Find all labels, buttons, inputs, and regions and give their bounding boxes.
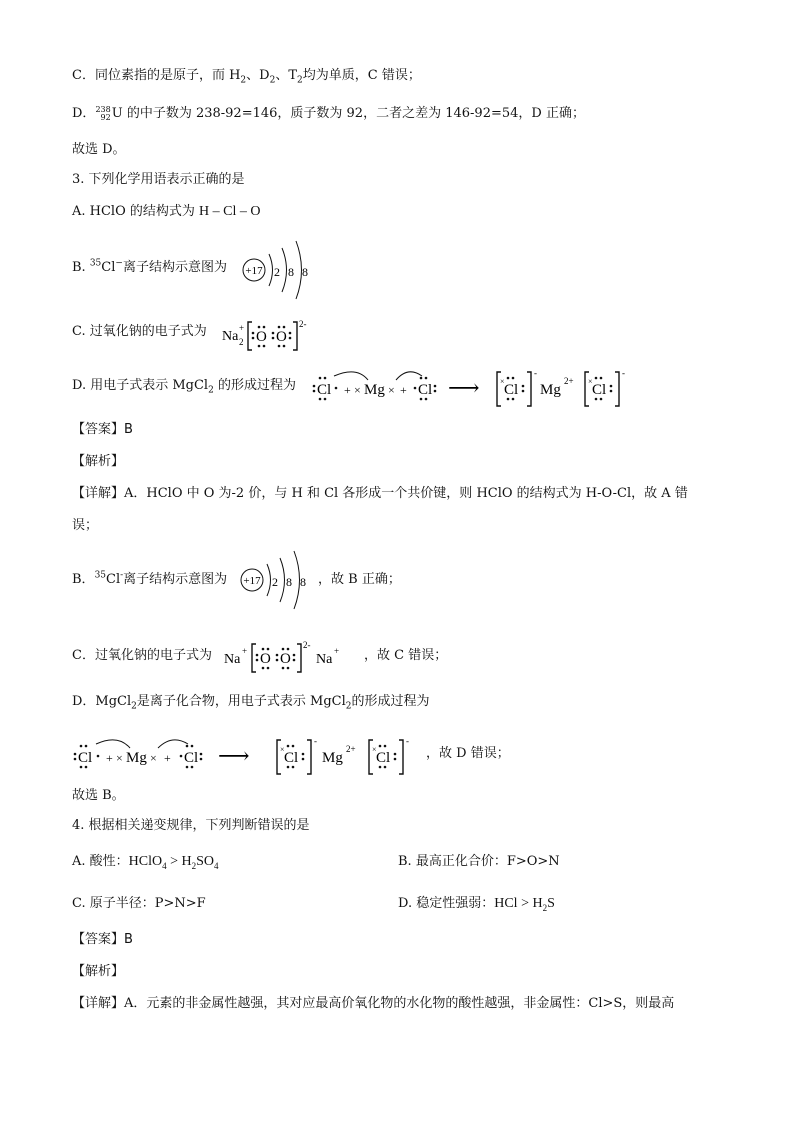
svg-text:×: ×	[116, 751, 123, 765]
q3-option-a: A. HClO 的结构式为 H – Cl – O	[72, 204, 261, 219]
q3-detail-d: D．MgCl$_2$是离子化合物，用电子式表示 MgCl$_2$的形成过程为	[72, 694, 430, 712]
svg-text:2+: 2+	[346, 744, 356, 754]
svg-text:O: O	[260, 651, 271, 667]
q3-detail-b-end: ，故 B 正确；	[318, 572, 401, 587]
svg-text:×: ×	[372, 745, 377, 754]
q2-conclusion: 故选 D。	[72, 142, 126, 157]
q3-conclusion: 故选 B。	[72, 788, 125, 803]
svg-text:2-: 2-	[299, 319, 307, 329]
q3-option-b: B. $^{35}$Cl−离子结构示意图为	[72, 258, 227, 275]
shell-1-count: 2	[274, 265, 280, 279]
shell-3-count: 8	[302, 265, 308, 279]
svg-text:-: -	[622, 368, 625, 378]
q3-detail-a: 【详解】A．HClO 中 O 为-2 价，与 H 和 Cl 各形成一个共价键，则 HClO 的结构式为 H-O-Cl，故 A 错	[72, 486, 688, 501]
q3-detail-d-end: ，故 D 错误；	[426, 746, 510, 761]
svg-text:O: O	[256, 329, 267, 345]
svg-text:Cl: Cl	[592, 382, 607, 398]
svg-text:Cl: Cl	[284, 750, 299, 766]
q3-detail-b: B．$^{35}$Cl-离子结构示意图为	[72, 570, 228, 587]
shell-2-count: 8	[288, 265, 294, 279]
svg-text:-: -	[406, 736, 409, 746]
q3-answer: 【答案】B	[72, 422, 133, 437]
svg-text:Na: Na	[222, 329, 239, 344]
q3-detail-d-formation-process	[72, 734, 422, 778]
svg-text:O: O	[276, 329, 287, 345]
svg-text:×: ×	[388, 383, 395, 397]
svg-text:Na: Na	[316, 652, 333, 667]
svg-text:2+: 2+	[564, 376, 574, 386]
svg-text:×: ×	[354, 383, 361, 397]
q2-option-d-text: D． 238 92 U 的中子数为 238-92=146，质子数为 92，二者之差为 146-92=54，D 正确；	[72, 104, 585, 122]
svg-text:Cl: Cl	[376, 750, 391, 766]
svg-text:2-: 2-	[303, 640, 311, 650]
svg-text:Cl: Cl	[418, 382, 433, 398]
q3-detail-c: C．过氧化钠的电子式为	[72, 648, 212, 663]
svg-text:2: 2	[239, 337, 244, 347]
q4-option-d: D. 稳定性强弱：HCl > $H_2S$	[398, 896, 555, 913]
svg-text:+: +	[344, 383, 351, 397]
svg-text:Cl: Cl	[78, 750, 93, 766]
q3-detail-c-end: ，故 C 错误；	[364, 648, 448, 663]
nucleus-label: +17	[245, 265, 263, 277]
q4-stem: 4. 根据相关递变规律，下列判断错误的是	[72, 818, 310, 833]
svg-text:+17: +17	[243, 575, 261, 587]
svg-text:Cl: Cl	[504, 382, 519, 398]
svg-text:×: ×	[280, 745, 285, 754]
q4-option-b: B. 最高正化合价：F>O>N	[398, 854, 560, 869]
q4-answer: 【答案】B	[72, 932, 133, 947]
svg-text:+: +	[400, 383, 407, 397]
svg-text:O: O	[280, 651, 291, 667]
svg-text:×: ×	[150, 751, 157, 765]
svg-text:+: +	[242, 646, 248, 656]
q2-option-c-text: C．同位素指的是原子，而 $H_2$、$D_2$、$T_2$均为单质，C 错误；	[72, 68, 421, 86]
svg-text:8: 8	[300, 575, 306, 589]
svg-text:2: 2	[272, 575, 278, 589]
svg-text:Mg: Mg	[540, 382, 561, 398]
q3-option-c: C. 过氧化钠的电子式为	[72, 324, 207, 339]
svg-text:×: ×	[588, 377, 593, 386]
q3-option-d: D. 用电子式表示 MgCl$_2$ 的形成过程为	[72, 378, 296, 396]
svg-text:+: +	[106, 751, 113, 765]
svg-text:⟶: ⟶	[218, 743, 250, 768]
q3-stem: 3. 下列化学用语表示正确的是	[72, 172, 245, 187]
q4-analysis-label: 【解析】	[72, 964, 125, 979]
q3-detail-a-cont: 误；	[72, 518, 99, 533]
svg-text:+: +	[164, 751, 171, 765]
svg-text:+: +	[334, 646, 340, 656]
svg-text:Cl: Cl	[184, 750, 199, 766]
svg-text:+: +	[239, 323, 245, 333]
svg-text:8: 8	[286, 575, 292, 589]
svg-text:⟶: ⟶	[448, 375, 480, 400]
q4-option-a: A. 酸性：HClO$_4$ > $H_2SO_4$	[72, 854, 219, 871]
svg-text:×: ×	[500, 377, 505, 386]
svg-text:Cl: Cl	[317, 382, 332, 398]
q3-b-ion-structure-diagram	[240, 238, 320, 302]
q4-option-c: C. 原子半径：P>N>F	[72, 896, 206, 911]
q3-c-electron-formula	[222, 314, 322, 354]
svg-text:Mg: Mg	[322, 750, 343, 766]
q3-d-formation-process	[312, 366, 634, 410]
q3-detail-c-electron-formula	[224, 636, 364, 676]
svg-text:Mg: Mg	[364, 382, 385, 398]
svg-text:-: -	[534, 368, 537, 378]
svg-text:Mg: Mg	[126, 750, 147, 766]
q3-detail-b-ion-diagram	[238, 548, 318, 612]
svg-text:-: -	[314, 736, 317, 746]
svg-text:Na: Na	[224, 652, 241, 667]
q3-analysis-label: 【解析】	[72, 454, 125, 469]
q4-detail-a: 【详解】A．元素的非金属性越强，其对应最高价氧化物的水化物的酸性越强，非金属性：Cl>S，则最高	[72, 996, 675, 1011]
